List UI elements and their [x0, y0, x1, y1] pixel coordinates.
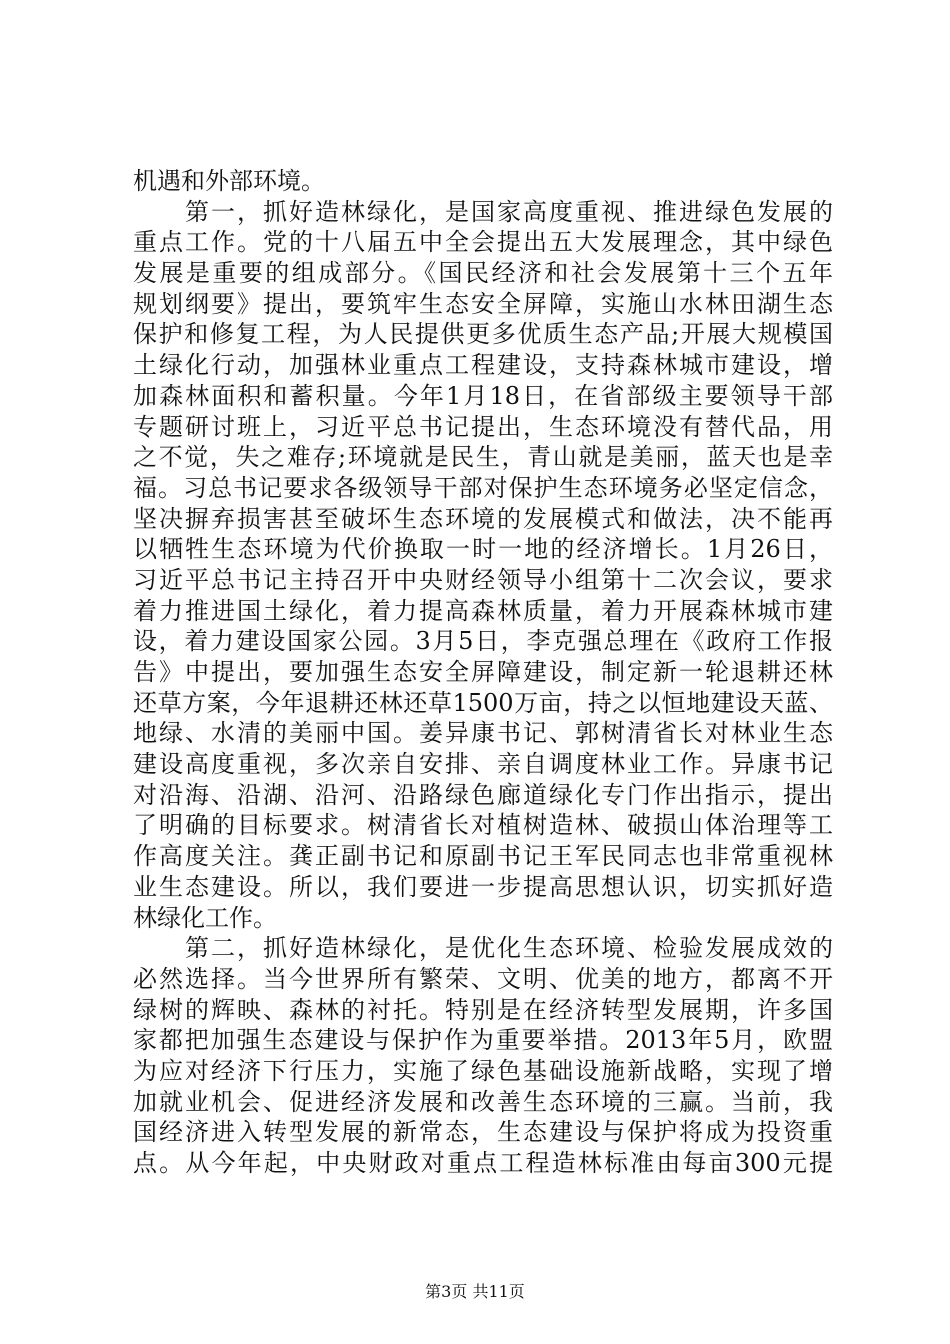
- text-line: 了明确的目标要求。树清省长对植树造林、破损山体治理等工: [133, 811, 833, 840]
- text-line: 福。习总书记要求各级领导干部对保护生态环境务必坚定信念，: [133, 473, 833, 502]
- text-line: 对沿海、沿湖、沿河、沿路绿色廊道绿化专门作出指示，提出: [133, 780, 833, 809]
- text-line: 绿树的辉映、森林的衬托。特别是在经济转型发展期，许多国: [133, 995, 833, 1024]
- text-line: 林绿化工作。: [133, 903, 277, 932]
- text-line: 着力推进国土绿化，着力提高森林质量，着力开展森林城市建: [133, 596, 833, 625]
- text-line: 加就业机会、促进经济发展和改善生态环境的三赢。当前，我: [133, 1087, 833, 1116]
- text-line: 为应对经济下行压力，实施了绿色基础设施新战略，实现了增: [133, 1056, 833, 1085]
- text-line: 点。从今年起，中央财政对重点工程造林标准由每亩300元提: [133, 1149, 833, 1177]
- document-body-text: [133, 166, 833, 1179]
- text-line: 之不觉，失之难存;环境就是民生，青山就是美丽，蓝天也是幸: [133, 443, 833, 472]
- page-footer: 第3页 共11页: [425, 1282, 525, 1301]
- text-line: 家都把加强生态建设与保护作为重要举措。2013年5月，欧盟: [133, 1026, 833, 1055]
- text-line: 以牺牲生态环境为代价换取一时一地的经济增长。1月26日，: [133, 535, 833, 564]
- text-line: 机遇和外部环境。: [133, 167, 325, 195]
- text-line: 规划纲要》提出，要筑牢生态安全屏障，实施山水林田湖生态: [133, 289, 833, 318]
- text-line: 地绿、水清的美丽中国。姜异康书记、郭树清省长对林业生态: [133, 719, 833, 748]
- text-line: 告》中提出，要加强生态安全屏障建设，制定新一轮退耕还林: [133, 658, 833, 686]
- text-line: 作高度关注。龚正副书记和原副书记王军民同志也非常重视林: [133, 842, 833, 871]
- text-line: 保护和修复工程，为人民提供更多优质生态产品;开展大规模国: [133, 320, 833, 349]
- text-line: 习近平总书记主持召开中央财经领导小组第十二次会议，要求: [133, 565, 833, 594]
- text-line: 必然选择。当今世界所有繁荣、文明、优美的地方，都离不开: [133, 964, 833, 993]
- text-line: 国经济进入转型发展的新常态，生态建设与保护将成为投资重: [133, 1118, 833, 1147]
- text-line: 专题研讨班上，习近平总书记提出，生态环境没有替代品，用: [133, 412, 833, 441]
- text-line: 第一，抓好造林绿化，是国家高度重视、推进绿色发展的: [133, 197, 833, 226]
- text-line: 加森林面积和蓄积量。今年1月18日，在省部级主要领导干部: [133, 381, 833, 410]
- text-line: 发展是重要的组成部分。《国民经济和社会发展第十三个五年: [133, 259, 833, 288]
- text-line: 坚决摒弃损害甚至破坏生态环境的发展模式和做法，决不能再: [133, 504, 833, 533]
- text-line: 还草方案，今年退耕还林还草1500万亩，持之以恒地建设天蓝、: [133, 688, 833, 717]
- text-line: 业生态建设。所以，我们要进一步提高思想认识，切实抓好造: [133, 872, 833, 901]
- text-line: 第二，抓好造林绿化，是优化生态环境、检验发展成效的: [133, 934, 833, 963]
- text-line: 重点工作。党的十八届五中全会提出五大发展理念，其中绿色: [133, 228, 833, 257]
- text-line: 建设高度重视，多次亲自安排、亲自调度林业工作。异康书记: [133, 750, 833, 779]
- text-line: 设，着力建设国家公园。3月5日，李克强总理在《政府工作报: [133, 627, 833, 656]
- text-line: 土绿化行动，加强林业重点工程建设，支持森林城市建设，增: [133, 351, 833, 380]
